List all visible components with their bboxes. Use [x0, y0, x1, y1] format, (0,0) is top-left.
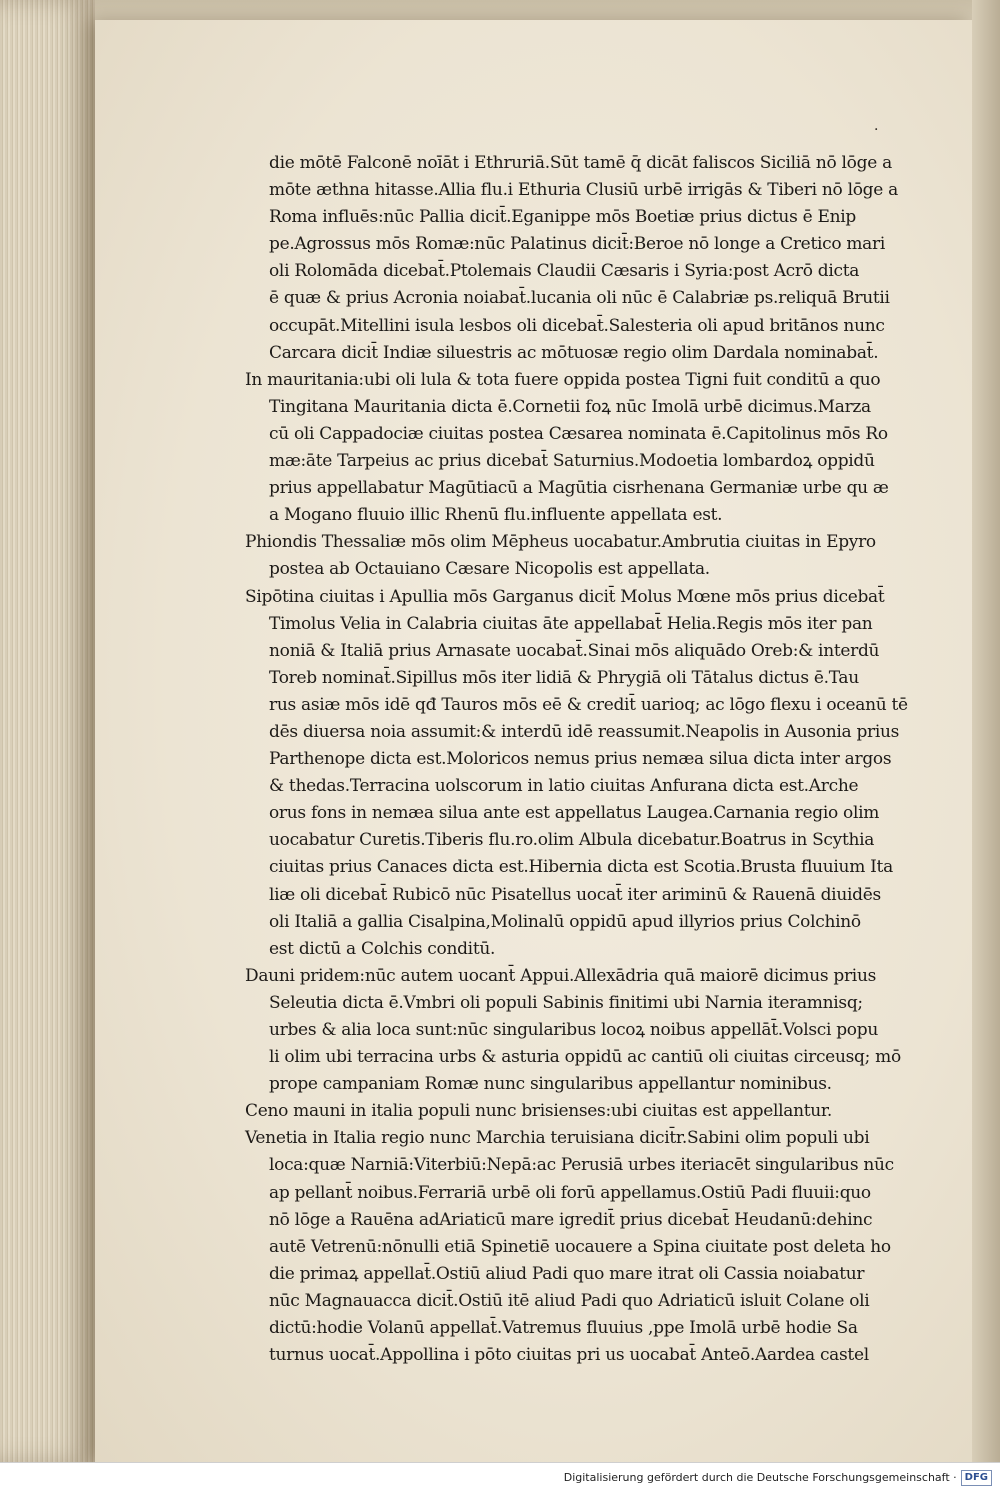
- text-line: autē Vetrenū:nōnulli etiā Spinetiē uocauere a Spina ciuitate post deleta ho: [269, 1236, 891, 1257]
- text-block: [245, 150, 908, 1369]
- text-line: est dictū a Colchis conditū.: [269, 938, 496, 959]
- text-line: Toreb nominat̄.Sipillus mōs iter lidiā & Phrygiā oli Tātalus dictus ē.Tau: [269, 667, 859, 688]
- text-line: oli Italiā a gallia Cisalpina,Molinalū oppidū apud illyrios prius Colchinō: [269, 911, 861, 932]
- text-line: li olim ubi terracina urbs & asturia oppidū ac cantiū oli ciuitas circeusq; mō: [269, 1047, 901, 1068]
- text-line: loca:quæ Narniā:Viterbiū:Nepā:ac Perusiā urbes iteriacēt singularibus nūc: [269, 1155, 894, 1176]
- text-line: mōte æthna hitasse.Allia flu.i Ethuria Clusiū urbē irrigās & Tiberi nō lōge a: [269, 180, 898, 201]
- text-line: postea ab Octauiano Cæsare Nicopolis est appellata.: [269, 559, 710, 580]
- text-line: noniā & Italiā prius Arnasate uocabat̄.Sinai mōs aliquādo Oreb:& interdū: [269, 640, 880, 661]
- text-line: Sipōtina ciuitas i Apullia mōs Garganus dicit̄ Molus Mœne mōs prius dicebat̄: [245, 586, 885, 607]
- book-page-edges: [0, 0, 95, 1462]
- text-line: In mauritania:ubi oli lula & tota fuere oppida postea Tigni fuit conditū a quo: [245, 369, 881, 390]
- text-line: & thedas.Terracina uolscorum in latio ciuitas Anfurana dicta est.Arche: [269, 776, 859, 797]
- text-line: Phiondis Thessaliæ mōs olim Mēpheus uocabatur.Ambrutia ciuitas in Epyro: [245, 532, 876, 553]
- text-line: mæ:āte Tarpeius ac prius dicebat̄ Saturnius.Modoetia lombardoꝝ oppidū: [269, 451, 875, 472]
- text-line: nō lōge a Rauēna adAriaticū mare igredit̄ prius dicebat̄ Heudanū:dehinc: [269, 1209, 873, 1230]
- text-line: Timolus Velia in Calabria ciuitas āte appellabat̄ Helia.Regis mōs iter pan: [269, 613, 873, 634]
- text-line: uocabatur Curetis.Tiberis flu.ro.olim Albula dicebatur.Boatrus in Scythia: [269, 830, 875, 851]
- text-line: cū oli Cappadociæ ciuitas postea Cæsarea nominata ē.Capitolinus mōs Ro: [269, 423, 888, 444]
- text-line: dēs diuersa noia assumit:& interdū idē reassumit.Neapolis in Ausonia prius: [269, 721, 900, 742]
- folio-mark: ·: [874, 122, 879, 138]
- text-line: dictū:hodie Volanū appellat̄.Vatremus fluuius ,ppe Imolā urbē hodie Sa: [269, 1318, 858, 1339]
- funding-credit: Digitalisierung gefördert durch die Deutsche Forschungsgemeinschaft ·: [563, 1471, 957, 1484]
- footer-bar: [0, 1462, 1000, 1492]
- text-line: liæ oli dicebat̄ Rubicō nūc Pisatellus uocat̄ iter ariminū & Rauenā diuidēs: [269, 884, 881, 905]
- text-line: die primaꝝ appellat̄.Ostiū aliud Padi quo mare itrat oli Cassia noiabatur: [269, 1263, 865, 1284]
- text-line: ciuitas prius Canaces dicta est.Hibernia dicta est Scotia.Brusta fluuium Ita: [269, 857, 893, 878]
- text-line: Tingitana Mauritania dicta ē.Cornetii foꝝ nūc Imolā urbē dicimus.Marza: [269, 396, 871, 417]
- right-page-edge: [972, 0, 1000, 1462]
- text-line: Carcara dicit̄ Indiæ siluestris ac mōtuosæ regio olim Dardala nominabat̄.: [269, 342, 879, 363]
- text-line: prius appellabatur Magūtiacū a Magūtia cisrhenana Germaniæ urbe qu æ: [269, 478, 889, 499]
- text-line: Dauni pridem:nūc autem uocant̄ Appui.Allexādria quā maiorē dicimus prius: [245, 965, 877, 986]
- text-line: prope campaniam Romæ nunc singularibus appellantur nominibus.: [269, 1074, 832, 1095]
- text-line: a Mogano fluuio illic Rhenū flu.influente appellata est.: [269, 505, 723, 526]
- text-line: urbes & alia loca sunt:nūc singularibus locoꝝ noibus appellāt̄.Volsci popu: [269, 1020, 878, 1040]
- text-line: turnus uocat̄.Appollina i pōto ciuitas pri us uocabat̄ Anteō.Aardea castel: [269, 1345, 869, 1366]
- text-line: Ceno mauni in italia populi nunc brisienses:ubi ciuitas est appellantur.: [245, 1101, 832, 1122]
- text-line: ē quæ & prius Acronia noiabat̄.lucania oli nūc ē Calabriæ ps.reliquā Brutii: [269, 288, 890, 309]
- text-line: oli Rolomāda dicebat̄.Ptolemais Claudii Cæsaris i Syria:post Acrō dicta: [269, 261, 860, 282]
- text-line: Parthenope dicta est.Moloricos nemus prius nemæa silua dicta inter argos: [269, 749, 892, 770]
- text-line: ap pellant̄ noibus.Ferrariā urbē oli forū appellamus.Ostiū Padi fluuii:quo: [269, 1182, 871, 1203]
- text-line: nūc Magnauacca dicit̄.Ostiū itē aliud Padi quo Adriaticū isluit Colane oli: [269, 1290, 870, 1311]
- text-line: orus fons in nemæa silua ante est appellatus Laugea.Carnania regio olim: [269, 803, 880, 824]
- text-line: rus asiæ mōs idē qđ Tauros mōs eē & credit̄ uarioq; ac lōgo flexu i oceanū tē: [269, 694, 908, 715]
- text-line: Seleutia dicta ē.Vmbri oli populi Sabinis finitimi ubi Narnia iteramnisq;: [269, 992, 863, 1013]
- text-line: pe.Agrossus mōs Romæ:nūc Palatinus dicit̄:Beroe nō longe a Cretico mari: [269, 234, 885, 255]
- text-line: Venetia in Italia regio nunc Marchia teruisiana dicit̄r.Sabini olim populi ubi: [245, 1128, 870, 1149]
- text-line: Roma influēs:nūc Pallia dicit̄.Eganippe mōs Boetiæ prius dictus ē Enip: [269, 207, 856, 228]
- dfg-logo-icon: DFG: [961, 1470, 992, 1486]
- text-line: die mōtē Falconē noīāt i Ethruriā.Sūt tamē q̄ dicāt faliscos Siciliā nō lōge a: [269, 153, 892, 173]
- text-line: occupāt.Mitellini isula lesbos oli dicebat̄.Salesteria oli apud britānos nunc: [269, 315, 885, 336]
